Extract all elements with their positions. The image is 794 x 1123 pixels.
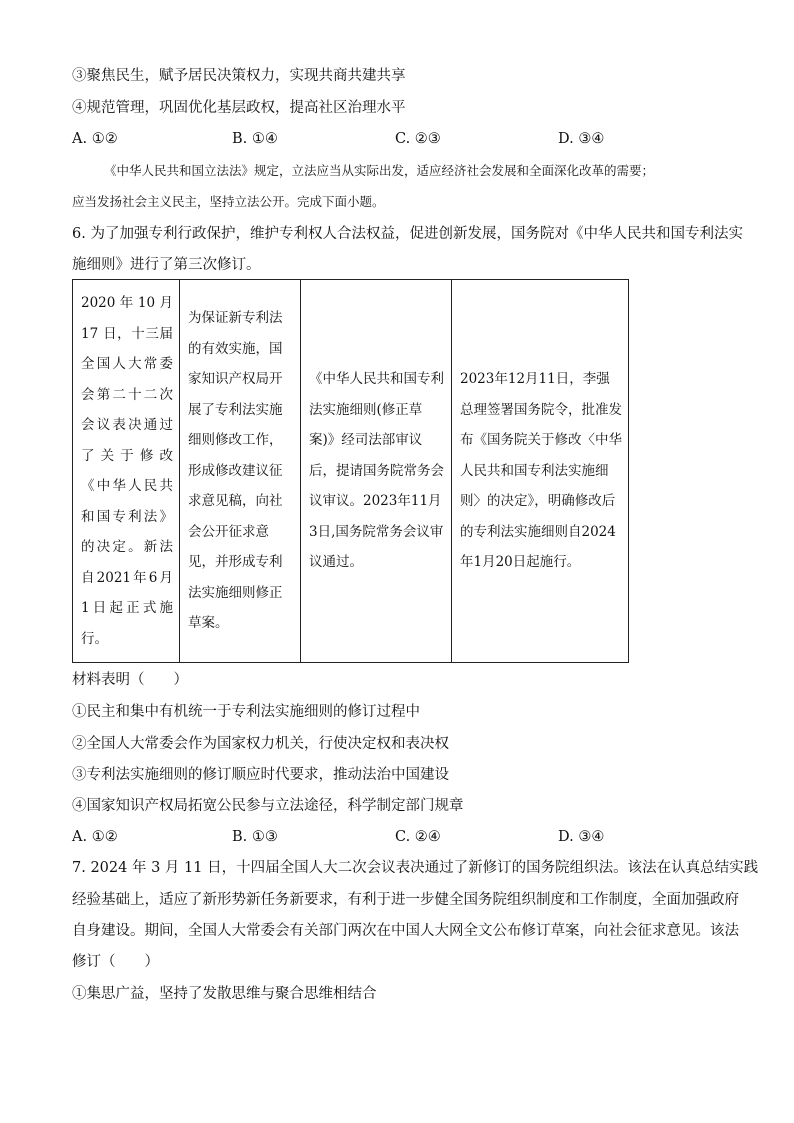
table-cell-ip-office-draft: 为保证新专利法的有效实施，国家知识产权局开展了专利法实施细则修改工作，形成修改建议征求意见稿，向社会公开征求意见，并形成专利法实施细则修正草案。 xyxy=(180,280,301,663)
intro-line-1: 《中华人民共和国立法法》规定，立法应当从实际出发，适应经济社会发展和全面深化改革的需要； xyxy=(104,163,655,178)
table-cell-npc-decision: 2020 年 10 月 17 日，十三届全国人大常委会第二十二次会议表决通过了关于修改《中华人民共和国专利法》的决定。新法自2021年6月1日起正式施行。 xyxy=(73,280,180,663)
intro-line-2: 应当发扬社会主义民主，坚持立法公开。完成下面小题。 xyxy=(72,194,385,209)
q6-stem-line-2: 施细则》进行了第三次修订。 xyxy=(72,257,261,273)
q7-stem-line-2: 经验基础上，适应了新形势新任务新要求，有利于进一步健全国务院组织制度和工作制度，全面加强政府 xyxy=(72,892,739,908)
q7-stem-line-3: 自身建设。期间，全国人大常委会有关部门两次在中国人大网全文公布修订草案，向社会征求意见。该法 xyxy=(72,923,739,939)
prev-choices xyxy=(72,129,732,149)
q7-stem-line-1: 7. 2024 年 3 月 11 日，十四届全国人大二次会议表决通过了新修订的国务院组织法。该法在认真总结实践 xyxy=(72,860,759,876)
q6-option-3: ③专利法实施细则的修订顺应时代要求，推动法治中国建设 xyxy=(72,767,449,783)
choice-a: A. ①② xyxy=(72,829,118,845)
q7-option-1: ①集思广益，坚持了发散思维与聚合思维相结合 xyxy=(72,986,377,1002)
prev-option-3: ③聚焦民生，赋予居民决策权力，实现共商共建共享 xyxy=(72,68,406,84)
choice-c: C. ②③ xyxy=(395,131,441,147)
q6-stem-line-1: 6. 为了加强专利行政保护，维护专利权人合法权益，促进创新发展，国务院对《中华人民共和国专利法实 xyxy=(72,226,743,242)
choice-c: C. ②④ xyxy=(395,829,441,845)
q6-option-4: ④国家知识产权局拓宽公民参与立法途径，科学制定部门规章 xyxy=(72,798,464,814)
choice-d: D. ③④ xyxy=(558,131,605,147)
q6-choices xyxy=(72,827,732,847)
choice-b: B. ①④ xyxy=(232,131,278,147)
prev-option-4: ④规范管理，巩固优化基层政权，提高社区治理水平 xyxy=(72,100,406,116)
q6-option-2: ②全国人大常委会作为国家权力机关，行使决定权和表决权 xyxy=(72,736,449,752)
q7-stem-line-4: 修订（ ） xyxy=(72,954,159,970)
table-cell-premier-decree: 2023年12月11日，李强总理签署国务院令，批准发布《国务院关于修改〈中华人民共和国专利法实施细则〉的决定》，明确修改后的专利法实施细则自2024年1月20日起施行。 xyxy=(452,280,629,663)
q6-option-1: ①民主和集中有机统一于专利法实施细则的修订过程中 xyxy=(72,704,420,720)
choice-a: A. ①② xyxy=(72,131,118,147)
q6-prompt: 材料表明（ ） xyxy=(72,672,188,688)
choice-b: B. ①③ xyxy=(232,829,278,845)
choice-d: D. ③④ xyxy=(558,829,605,845)
table-row xyxy=(73,280,629,663)
table-cell-state-council-review: 《中华人民共和国专利法实施细则(修正草案)》经司法部审议后，提请国务院常务会议审议。2023年11月3日,国务院常务会议审议通过。 xyxy=(301,280,452,663)
timeline-table xyxy=(72,279,629,663)
